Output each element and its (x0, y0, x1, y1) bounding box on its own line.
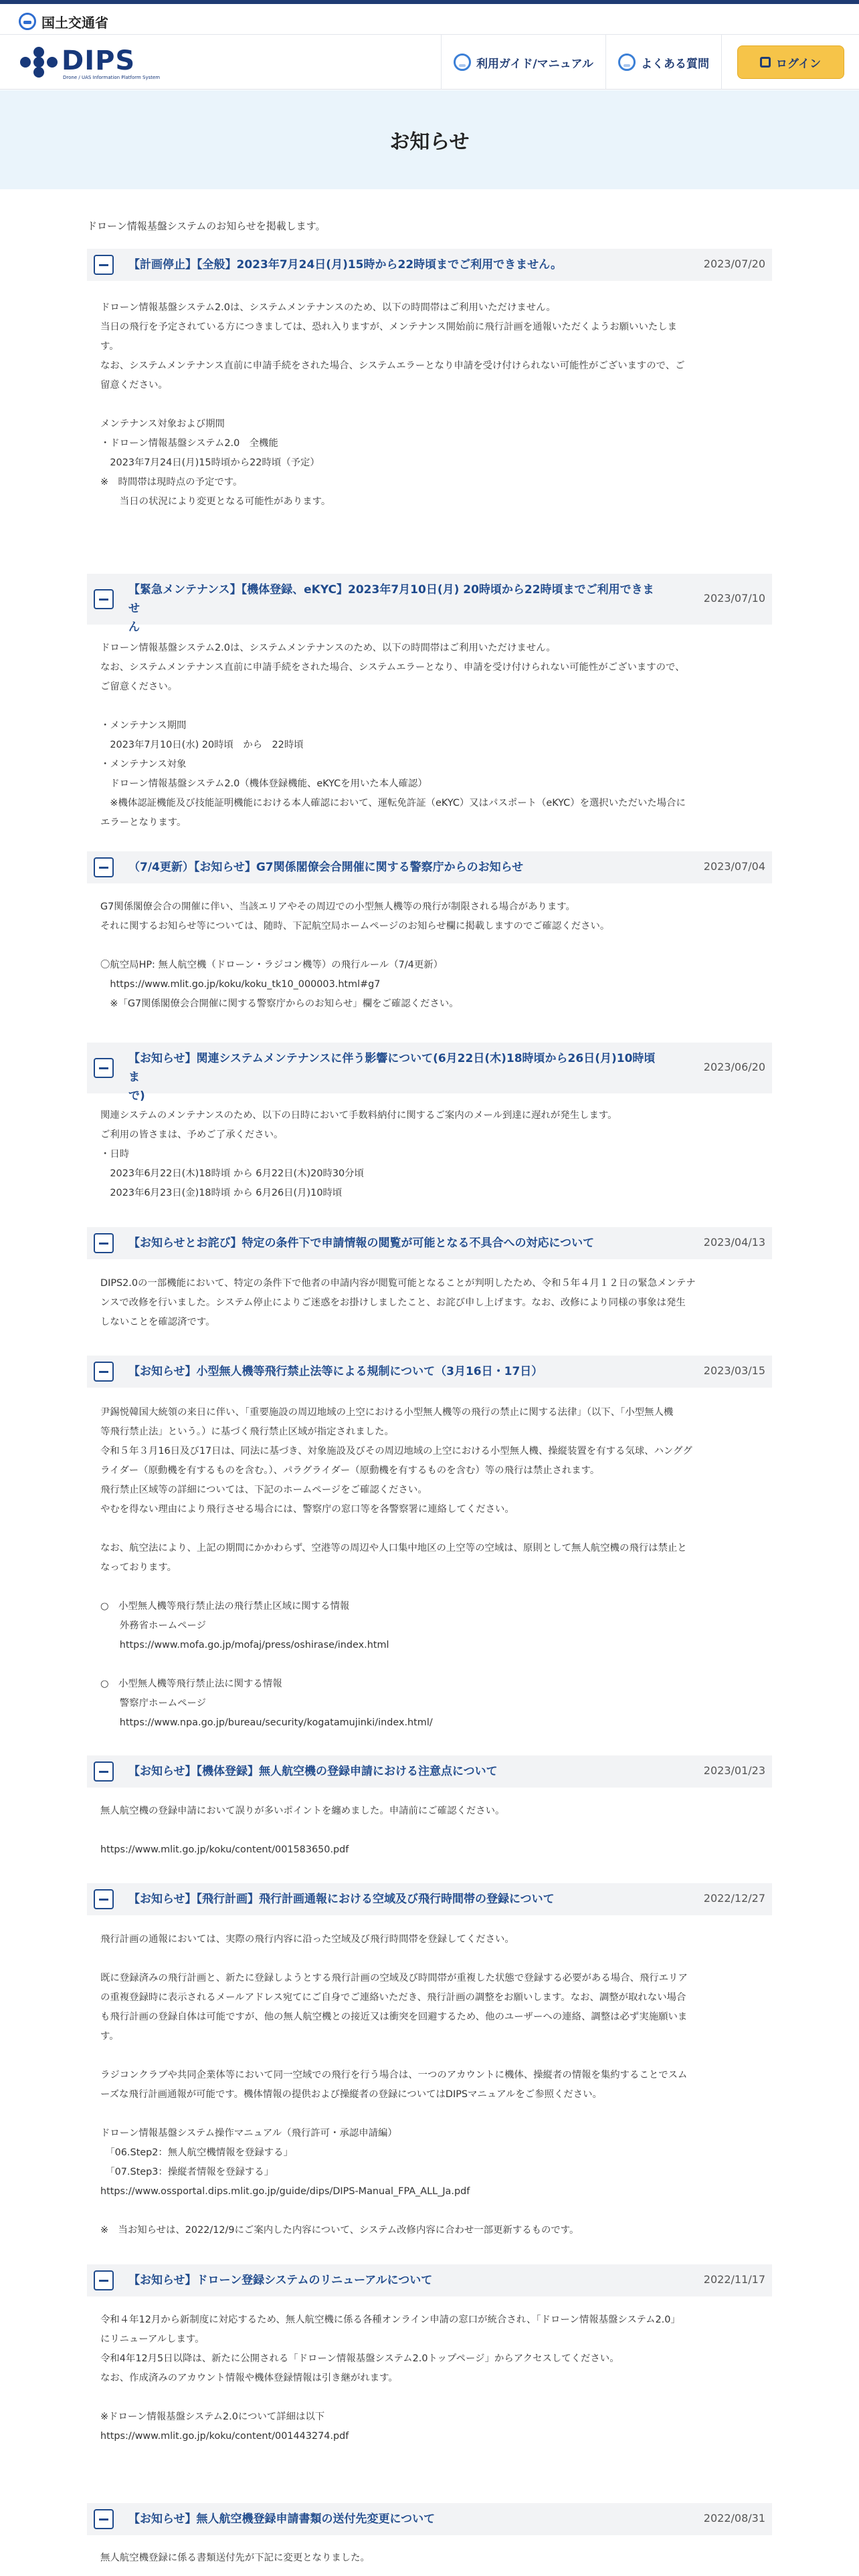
notice-header[interactable] (87, 574, 772, 634)
notice-title: 【緊急メンテナンス】【機体登録、eKYC】2023年7月10日(月) 20時頃から22時頃までご利用できませ ん (128, 583, 654, 634)
notice-date: 2023/01/23 (703, 1764, 765, 1777)
notice-text: DIPS2.0の一部機能において、特定の条件下で他者の申請内容が閲覧可能となることが判明したため、令和５年４月１２日の緊急メンテナ ンスで改修を行いました。システム停止によりご迷惑をお掛けしましたこと、お詫び申し上げます。なお、改修により同様の事象は発生 しないことを確認済です。 (100, 1278, 696, 1327)
collapse-toggle-icon[interactable] (94, 1761, 114, 1782)
dips-logo-subtitle: Drone / UAS Information Platform System (63, 75, 161, 80)
notice-text: 関連システムのメンテナンスのため、以下の日時において手数料納付に関するご案内のメール到達に遅れが発生します。 ご利用の皆さまは、予めご了承ください。 ・日時 2023年6月22日(木)18時頃 から 6月22日(木)20時30分頃 2023年6月23日(金)18時頃 から 6月26日(月)10時頃 (100, 1110, 617, 1198)
nav-faq-label: よくある質問 (641, 57, 709, 71)
notice-body (100, 1403, 763, 1733)
notice-title: 【お知らせ】【飛行計画】飛行計画通報における空域及び飛行時間帯の登録について (128, 1893, 555, 1906)
notice-title: 【お知らせ】無人航空機登録申請書類の送付先変更について (128, 2512, 436, 2526)
notice-title: 【お知らせ】ドローン登録システムのリニューアルについて (128, 2274, 433, 2287)
nav-guide-manual[interactable] (441, 35, 605, 90)
login-button[interactable] (737, 45, 844, 79)
collapse-toggle-icon[interactable] (94, 589, 114, 609)
notice-date: 2023/07/10 (703, 592, 765, 605)
notice-text: ドローン情報基盤システム2.0は、システムメンテナンスのため、以下の時間帯はご利用いただけません。 当日の飛行を予定されている方につきましては、恐れ入りますが、メンテナンス開始前に飛行計画を通報いただくようお願いいたしま す。 なお、システムメンテナンス直前に申請手続をされた場合、システムエラーとなり申請を受け付けられない可能性がございますので、ご 留意ください。 メンテナンス対象および期間 ・ドローン情報基盤システム2.0 全機能 2023年7月24日(月)15時頃から22時頃（予定） ※ 時間帯は現時点の予定です。 当日の状況により変更となる可能性があります。 (100, 302, 685, 507)
guide-icon (454, 53, 471, 71)
ministry-name: 国土交通省 (41, 14, 108, 31)
notice-body (100, 2549, 763, 2568)
notice-title: 【計画停止】【全般】2023年7月24日(月)15時から22時頃までご利用できません。 (128, 258, 563, 272)
page-title: お知らせ (389, 130, 470, 154)
notice-title: 【お知らせ】小型無人機等飛行禁止法等による規制について（3月16日・17日） (128, 1365, 543, 1378)
notice-text: 令和４年12月から新制度に対応するため、無人航空機に係る各種オンライン申請の窓口が統合され、「ドローン情報基盤システム2.0」 にリニューアルします。 令和4年12月5日以降は、新たに公開される「ドローン情報基盤システム2.0トップページ」からアクセスしてください。 なお、作成済みのアカウント情報や機体登録情報は引き継がれます。 ※ドローン情報基盤システム2.0について詳細は以下 https://www.mlit.go.jp/koku/content/001443274.pdf (100, 2315, 680, 2442)
notice-body (100, 897, 763, 1014)
site-header (0, 35, 859, 90)
notice-title: 【お知らせ】【機体登録】無人航空機の登録申請における注意点について (128, 1765, 498, 1778)
notice-body (100, 2311, 763, 2446)
notice-date: 2023/07/04 (703, 860, 765, 873)
collapse-toggle-icon[interactable] (94, 255, 114, 275)
collapse-toggle-icon[interactable] (94, 2270, 114, 2290)
notice-text: 飛行計画の通報においては、実際の飛行内容に沿った空域及び飛行時間帯を登録してください。 既に登録済みの飛行計画と、新たに登録しようとする飛行計画の空域及び時間帯が重複した状態で登録する必要がある場合、飛行エリア の重複登録時に表示されるメールアドレス宛てにご自身でご連絡いただき、飛行計画の調整をお願いします。なお、調整が取れない場合 も飛行計画の登録自体は可能ですが、他の無人航空機との接近又は衝突を回避するため、他のユーザーへの連絡、調整は必ず実施願いま す。 ラジコンクラブや共同企業体等において同一空域での飛行を行う場合は、一つのアカウントに機体、操縦者の情報を集約することでスム ーズな飛行計画通報が可能です。機体情報の提供および操縦者の登録についてはDIPSマニュアルをご参照ください。 ドローン情報基盤システム操作マニュアル（飛行許可・承認申請編） 「06.Step2：無人航空機情報を登録する」 「07.Step3：操縦者情報を登録する」 https://www.ossportal.dips.mlit.go.jp/guide/dips/DIPS-Manual_FPA_ALL_Ja.pdf ※ 当お知らせは、2022/12/9にご案内した内容について、システム改修内容に合わせ一部更新するものです。 (100, 1934, 688, 2236)
login-icon (760, 57, 771, 68)
notice-text: 無人航空機登録に係る書類送付先が下記に変更となりました。 (100, 2553, 370, 2563)
collapse-toggle-icon[interactable] (94, 2509, 114, 2529)
ministry-logo-icon (19, 13, 36, 30)
page-hero (0, 90, 859, 189)
notice-header[interactable] (87, 1043, 772, 1103)
collapse-toggle-icon[interactable] (94, 1362, 114, 1382)
notice-date: 2023/04/13 (703, 1236, 765, 1249)
notice-date: 2023/03/15 (703, 1364, 765, 1377)
login-label: ログイン (775, 57, 822, 71)
notice-text: ドローン情報基盤システム2.0は、システムメンテナンスのため、以下の時間帯はご利用いただけません。 なお、システムメンテナンス直前に申請手続をされた場合、システムエラーとなり、申請を受け付けられない可能性がございますので、 ご留意ください。 ・メンテナンス期間 2023年7月10日(水) 20時頃 から 22時頃 ・メンテナンス対象 ドローン情報基盤システム2.0（機体登録機能、eKYCを用いた本人確認） ※機体認証機能及び技能証明機能における本人確認において、運転免許証（eKYC）又はパスポート（eKYC）を選択いただいた場合に エラーとなります。 (100, 643, 686, 828)
notice-header[interactable] (87, 1356, 772, 1388)
notice-text: G7関係閣僚会合の開催に伴い、当該エリアやその周辺での小型無人機等の飛行が制限される場合があります。 それに関するお知らせ等については、随時、下記航空局ホームページのお知らせ欄に掲載しますのでご確認ください。 〇航空局HP: 無人航空機（ドローン・ラジコン機等）の飛行ルール（7/4更新） https://www.mlit.go.jp/koku/koku_tk10_000003.html#g7 ※「G7関係閣僚会合開催に関する警察庁からのお知らせ」欄をご確認ください。 (100, 901, 610, 1009)
ministry-bar (0, 0, 859, 35)
notice-header[interactable] (87, 249, 772, 281)
collapse-toggle-icon[interactable] (94, 857, 114, 877)
notice-body (100, 1930, 763, 2240)
collapse-toggle-icon[interactable] (94, 1889, 114, 1909)
notice-text: 尹錫悦韓国大統領の来日に伴い、「重要施設の周辺地域の上空における小型無人機等の飛行の禁止に関する法律」（以下、「小型無人機 等飛行禁止法」という。）に基づく飛行禁止区域が指定されました。 令和５年３月16日及び17日は、同法に基づき、対象施設及びその周辺地域の上空における小型無人機、操縦装置を有する気球、ハンググ ライダー（原動機を有するものを含む。）、パラグライダー（原動機を有するものを含む）等の飛行は禁止されます。 飛行禁止区域等の詳細については、下記のホームページをご確認ください。 やむを得ない理由により飛行させる場合には、警察庁の窓口等を各警察署に連絡してください。 なお、航空法により、上記の期間にかかわらず、空港等の周辺や人口集中地区の上空等の空域は、原則として無人航空機の飛行は禁止と なっております。 ○ 小型無人機等飛行禁止法の飛行禁止区域に関する情報 外務省ホームページ https://www.mofa.go.jp/mofaj/press/oshirase/index.html ○ 小型無人機等飛行禁止法に関する情報 警察庁ホームページ https://www.npa.go.jp/bureau/security/kogatamujinki/index.html/ (100, 1407, 692, 1728)
notice-text: 無人航空機の登録申請において誤りが多いポイントを纏めました。申請前にご確認ください。 https://www.mlit.go.jp/koku/content/001583650.pdf (100, 1806, 505, 1855)
page-intro: ドローン情報基盤システムのお知らせを掲載します。 (87, 220, 326, 232)
collapse-toggle-icon[interactable] (94, 1233, 114, 1253)
dips-logo-text: DIPS (62, 45, 136, 76)
notice-header[interactable] (87, 2503, 772, 2535)
header-nav (441, 35, 859, 90)
notice-header[interactable] (87, 1755, 772, 1788)
collapse-toggle-icon[interactable] (94, 1058, 114, 1078)
notice-date: 2023/07/20 (703, 257, 765, 270)
dips-logo[interactable] (20, 44, 161, 80)
notice-body (100, 1106, 763, 1203)
notice-date: 2022/11/17 (703, 2273, 765, 2286)
faq-icon (618, 53, 636, 71)
notice-body (100, 639, 763, 833)
nav-guide-label: 利用ガイド/マニュアル (476, 57, 593, 71)
notice-title: 【お知らせとお詫び】特定の条件下で申請情報の閲覧が可能となる不具合への対応について (128, 1237, 595, 1250)
notice-header[interactable] (87, 851, 772, 883)
login-area (721, 35, 859, 90)
nav-faq[interactable] (605, 35, 721, 90)
notice-header[interactable] (87, 1883, 772, 1915)
notice-body (100, 1802, 763, 1860)
notice-title: （7/4更新）【お知らせ】G7関係閣僚会合開催に関する警察庁からのお知らせ (128, 861, 524, 874)
notice-date: 2023/06/20 (703, 1061, 765, 1073)
ministry-link[interactable] (19, 12, 108, 31)
notice-header[interactable] (87, 1227, 772, 1259)
notices-main (87, 189, 772, 2576)
dips-logo-icon (20, 47, 58, 78)
notice-body (100, 1274, 763, 1332)
notice-header[interactable] (87, 2264, 772, 2296)
notice-title: 【お知らせ】関連システムメンテナンスに伴う影響について(6月22日(木)18時頃から26日(月)10時頃ま で) (128, 1052, 656, 1103)
notice-date: 2022/08/31 (703, 2512, 765, 2525)
notice-date: 2022/12/27 (703, 1892, 765, 1905)
notice-body (100, 298, 763, 512)
